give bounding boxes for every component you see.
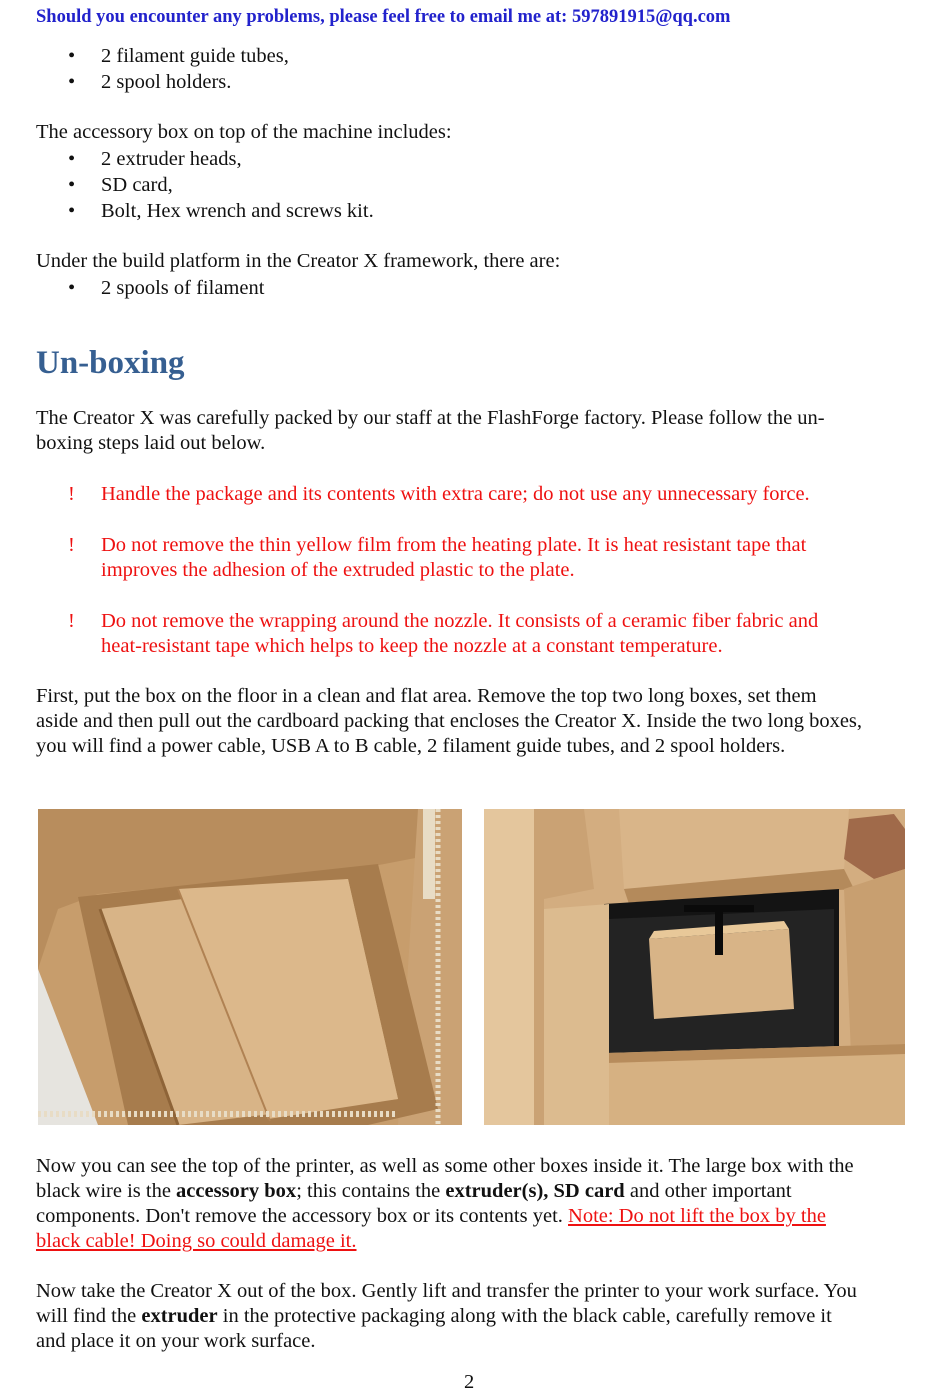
text-span: will find the (36, 1305, 142, 1327)
list-item: SD card, (101, 174, 173, 196)
cardboard-box-open-photo (38, 809, 462, 1125)
printer-in-box-photo (484, 809, 905, 1125)
page-number: 2 (464, 1371, 475, 1393)
warning-text: improves the adhesion of the extruded plastic to the plate. (101, 559, 575, 581)
bullet-icon: • (68, 200, 76, 222)
intro-line-1: The Creator X was carefully packed by our staff at the FlashForge factory. Please follow the un- (36, 407, 825, 429)
text-span: in the protective packaging along with the black cable, carefully remove it (217, 1305, 832, 1327)
list-item: 2 filament guide tubes, (101, 45, 289, 67)
section-heading: Un-boxing (36, 345, 185, 381)
second-paragraph-line (36, 1229, 916, 1254)
bullet-icon: • (68, 45, 76, 67)
bullet-icon: • (68, 71, 76, 93)
bullet-icon: • (68, 148, 76, 170)
accessory-intro: The accessory box on top of the machine includes: (36, 121, 452, 143)
warning-mark-icon: ! (68, 534, 75, 556)
warning-mark-icon: ! (68, 483, 75, 505)
cable-warning-note: Note: Do not lift the box by the (568, 1205, 826, 1227)
bullet-icon: • (68, 174, 76, 196)
second-paragraph-line (36, 1204, 916, 1229)
build-platform-intro: Under the build platform in the Creator X framework, there are: (36, 250, 561, 272)
contact-header: Should you encounter any problems, please feel free to email me at: 597891915@qq.com (36, 7, 731, 27)
second-paragraph-line (36, 1179, 916, 1204)
cable-warning-note: black cable! Doing so could damage it. (36, 1230, 357, 1252)
list-item: 2 extruder heads, (101, 148, 242, 170)
first-paragraph-line: you will find a power cable, USB A to B cable, 2 filament guide tubes, and 2 spool holders. (36, 735, 786, 757)
first-paragraph-line: aside and then pull out the cardboard packing that encloses the Creator X. Inside the two long boxes, (36, 710, 863, 732)
bullet-icon: • (68, 277, 76, 299)
warning-mark-icon: ! (68, 610, 75, 632)
warning-text: Do not remove the thin yellow film from the heating plate. It is heat resistant tape that (101, 534, 807, 556)
text-span: ; this contains the (296, 1180, 446, 1202)
second-paragraph-line: Now you can see the top of the printer, as well as some other boxes inside it. The large box with the (36, 1155, 854, 1177)
third-paragraph-line (36, 1304, 916, 1329)
text-span: black wire is the (36, 1180, 177, 1202)
first-paragraph-line: First, put the box on the floor in a clean and flat area. Remove the top two long boxes, set them (36, 685, 817, 707)
third-paragraph-line: and place it on your work surface. (36, 1330, 316, 1352)
warning-text: Handle the package and its contents with extra care; do not use any unnecessary force. (101, 483, 810, 505)
warning-text: heat-resistant tape which helps to keep the nozzle at a constant temperature. (101, 635, 723, 657)
intro-line-2: boxing steps laid out below. (36, 432, 266, 454)
extruder-sd-term: extruder(s), SD card (445, 1180, 625, 1202)
list-item: Bolt, Hex wrench and screws kit. (101, 200, 374, 222)
list-item: 2 spool holders. (101, 71, 232, 93)
extruder-term: extruder (141, 1305, 218, 1327)
text-span: and other important (624, 1180, 792, 1202)
third-paragraph-line: Now take the Creator X out of the box. Gently lift and transfer the printer to your work surface. You (36, 1280, 857, 1302)
text-span: components. Don't remove the accessory box or its contents yet. (36, 1205, 569, 1227)
warning-text: Do not remove the wrapping around the nozzle. It consists of a ceramic fiber fabric and (101, 610, 819, 632)
list-item: 2 spools of filament (101, 277, 265, 299)
accessory-box-term: accessory box (176, 1180, 297, 1202)
